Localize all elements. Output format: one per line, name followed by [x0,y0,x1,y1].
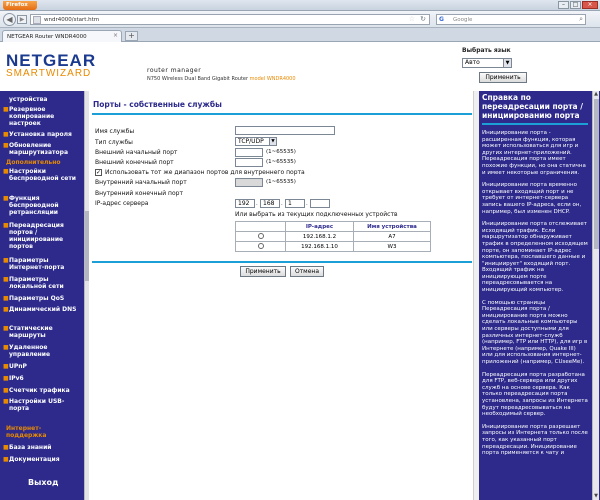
sidebar-item-label[interactable]: Настройки USB-порта [9,398,65,412]
sidebar-item-label[interactable]: устройства [9,96,48,103]
language-value[interactable]: Авто [465,59,480,66]
bullet-icon: ■ [3,456,9,463]
sidebar-item-label[interactable]: База знаний [9,444,52,451]
sidebar-item-label[interactable]: Резервное копирование настроек [9,106,55,127]
service-type-select[interactable] [235,137,277,146]
router-manager-text: router manager [147,67,202,74]
bullet-icon: ■ [3,106,9,113]
sidebar-item-label[interactable]: Параметры QoS [9,295,65,302]
page-title: Порты - собственные службы [93,100,222,109]
help-divider [482,123,588,125]
bullet-icon: ■ [3,195,9,202]
int-start-port-hint: (1~65535) [266,179,296,185]
navigation-toolbar [0,11,600,28]
sidebar-item-label[interactable]: Параметры Интернет-порта [9,257,65,271]
ext-end-port-input[interactable] [235,158,263,167]
table-header: IP-адрес [286,222,354,232]
table-cell-ip: 192.168.1.10 [286,242,354,252]
help-scroll-thumb[interactable] [594,99,599,249]
sidebar-item-label[interactable]: IPv6 [9,375,24,382]
apply-button[interactable]: Применить [240,266,286,277]
service-name-label: Имя службы [95,128,135,135]
back-arrow-icon[interactable]: ◀ [3,13,16,26]
sidebar-item-firmware[interactable] [3,142,83,156]
sidebar-item-label[interactable]: Переадресация портов / инициирование портов [9,222,64,250]
sidebar-item-lan[interactable] [3,276,83,290]
new-tab-button[interactable]: + [125,31,138,41]
bullet-icon: ■ [3,325,9,332]
server-ip-label: IP-адрес сервера [95,200,149,207]
ip-octet-3[interactable]: 1 [285,199,305,208]
device-radio[interactable] [258,233,264,239]
sidebar-item-static-routes[interactable] [3,325,83,339]
main-content [90,91,473,500]
language-label: Выбрать язык [462,47,511,54]
search-input[interactable]: Google [453,17,473,23]
bullet-icon: ■ [3,306,9,313]
table-cell-name: A7 [354,232,431,242]
browser-title-bar [0,0,600,11]
bullet-icon: ■ [3,257,9,264]
ext-start-port-label: Внешний начальный порт [95,149,178,156]
page-header [0,43,600,90]
minimize-button[interactable]: – [558,1,569,9]
device-table [235,221,431,252]
router-page [0,43,600,500]
ext-start-port-input[interactable] [235,148,263,157]
sidebar-item-port-forwarding[interactable] [3,222,83,250]
search-icon[interactable]: ⌕ [579,15,583,23]
bullet-icon: ■ [3,168,9,175]
bullet-icon: ■ [3,375,9,382]
tab-router[interactable] [2,30,122,42]
router-description: N750 Wireless Dual Band Gigabit Router [147,76,249,82]
reload-icon[interactable]: ↻ [420,15,426,23]
bottom-divider [92,261,472,263]
sidebar-item-label[interactable]: Установка пароля [9,131,72,138]
ip-separator: . [281,201,283,207]
tab-strip [0,28,600,42]
bullet-icon: ■ [3,222,9,229]
sidebar-item-ddns[interactable] [3,306,83,313]
ip-octet-1[interactable]: 192 [235,199,255,208]
bullet-icon: ■ [3,444,9,451]
scroll-up-arrow-icon[interactable]: ▲ [594,91,598,97]
sidebar-item-label[interactable]: Параметры локальной сети [9,276,64,290]
window-controls [558,1,598,9]
bullet-icon: ■ [3,295,9,302]
bullet-icon: ■ [3,131,9,138]
sidebar-item-label[interactable]: Статические маршруты [9,325,53,339]
router-subtitle [147,76,296,82]
sidebar-item-label[interactable]: Динамический DNS [9,306,77,313]
scroll-down-arrow-icon[interactable]: ▼ [594,493,598,499]
sidebar-item-label[interactable]: Документация [9,456,60,463]
ip-separator: . [306,201,308,207]
int-end-port-label: Внутренний конечный порт [95,190,183,197]
search-bar[interactable] [436,14,586,25]
bullet-icon: ■ [3,363,9,370]
sidebar-section-support: Интернет-поддержка [6,425,47,439]
sidebar-menu [0,91,84,500]
sidebar-item-wireless[interactable] [3,168,83,182]
bullet-icon: ■ [3,344,9,351]
logout-button[interactable]: Выход [28,478,59,487]
tab-label[interactable]: NETGEAR Router WNDR4000 [7,34,87,40]
close-window-button[interactable]: × [582,1,598,9]
service-name-input[interactable] [235,126,335,135]
help-paragraph: Переадресация порта разработана для FTP, веб-сервера или других служб на основе сервера. Как только переадресация порта установлена, запросы из Интернета будут переадресовываться на необходимый сервер. [482,371,588,418]
sidebar-item-repeater[interactable] [3,195,83,216]
sidebar-item-label[interactable]: Настройки беспроводной сети [9,168,77,182]
sidebar-item-traffic[interactable] [3,387,83,394]
url-text[interactable]: wndr4000/start.htm [44,17,100,23]
table-row[interactable] [236,242,431,252]
sidebar-item-devices[interactable] [3,96,83,103]
select-device-label: Или выбрать из текущих подключенных устройств [235,211,398,218]
table-header-row [236,222,431,232]
ext-end-port-label: Внешний конечный порт [95,159,174,166]
help-content [479,91,591,500]
cancel-button[interactable]: Отмена [290,266,324,277]
help-paragraph: Инициирование порта разрешает запросы из Интернета только после того, как указанный порт переадресации. Инициирование порта применяется к чату и [482,423,588,457]
ext-end-port-hint: (1~65535) [266,159,296,165]
sidebar-item-wan[interactable] [3,257,83,271]
sidebar-item-docs[interactable] [3,456,83,463]
int-start-port-input[interactable] [235,178,263,187]
sidebar-item-qos[interactable] [3,295,83,302]
sidebar-item-ipv6[interactable] [3,375,83,382]
service-type-value[interactable]: TCP/UDP [238,138,264,145]
ip-octet-2[interactable]: 168 [260,199,280,208]
router-model: model WNDR4000 [249,76,296,82]
bullet-icon: ■ [3,142,9,149]
device-radio[interactable] [258,243,264,249]
service-type-label: Тип службы [95,139,133,146]
sidebar-item-backup[interactable] [3,106,83,127]
title-divider [92,113,472,115]
chevron-down-icon[interactable]: ▼ [269,138,276,145]
maximize-button[interactable]: □ [570,1,581,9]
help-title: Справка по переадресации порта / инициированию порта [482,93,583,120]
help-paragraph: Инициирование порта временно открывает входящий порт и не требует от интернет-сервера запись вашего IP-адреса, если он, например, был изменен DHCP. [482,182,582,215]
sidebar-item-label[interactable]: Удаленное управление [9,344,51,358]
netgear-logo: NETGEAR [6,51,97,70]
ext-start-port-hint: (1~65535) [266,149,296,155]
table-header: Имя устройства [354,222,431,232]
radio-cell[interactable] [236,232,286,242]
ip-separator: . [256,201,258,207]
sidebar-item-label[interactable]: UPnP [9,363,27,370]
table-cell-ip: 192.168.1.2 [286,232,354,242]
language-select[interactable] [462,58,512,68]
sidebar-item-knowledge[interactable] [3,444,83,451]
sidebar-item-password[interactable] [3,131,83,138]
sidebar-item-remote[interactable] [3,344,83,358]
close-tab-icon[interactable]: × [112,32,118,39]
bullet-icon: ■ [3,276,9,283]
ip-octet-4[interactable] [310,199,330,208]
help-panel [479,91,600,500]
same-range-label: Использовать тот же диапазон портов для внутреннего порта [105,169,305,176]
help-paragraph: Инициирование порта - расширенная функция, которая может использоваться для игр и других интернет-приложений. Переадресация порта имеет похожие функции, но она статична и имеет некоторые ограничения. [482,130,586,176]
radio-cell[interactable] [236,242,286,252]
bookmark-star-icon[interactable]: ☆ [408,15,415,23]
bullet-icon: ■ [3,398,9,405]
sidebar-item-usb[interactable] [3,398,83,412]
sidebar-item-upnp[interactable] [3,363,83,370]
apply-language-button[interactable]: Применить [479,72,527,83]
firefox-menu-button[interactable]: Firefox [3,1,37,10]
sidebar-section-advanced: Дополнительно [6,159,61,166]
bullet-icon: ■ [3,387,9,394]
help-paragraph: С помощью страницы Переадресация порта / инициирование порта можно сделать локальные компьютеры или серверы доступными для различных интернет-служб (например, FTP или HTTP), для игр в Интернете (например, Quake III) или для использования интернет-приложений (например, CUseeMe). [482,299,588,365]
sidebar-scroll-thumb[interactable] [85,211,89,281]
sidebar-item-label[interactable]: Обновление маршрутизатора [9,142,68,156]
chevron-down-icon[interactable]: ▼ [503,59,511,67]
sidebar-item-label[interactable]: Функция беспроводной ретрансляции [9,195,59,216]
sidebar-scrollbar[interactable] [84,91,89,500]
same-range-checkbox[interactable]: ✓ [96,169,102,176]
forward-arrow-icon[interactable]: ▶ [17,15,27,24]
google-icon[interactable]: G [439,16,444,23]
help-paragraph: Инициирование порта отслеживает исходящий трафик. Если маршрутизатор обнаруживает трафик в определенном исходящем порте, он запоминает IP-адрес компьютера, пославшего данные и "инициирует" входящий порт. Входящий трафик на инициирующем порте переадресовывается на инициирующий компьютер. [482,221,588,294]
int-start-port-label: Внутренний начальный порт [95,179,187,186]
table-cell-name: W3 [354,242,431,252]
address-bar[interactable] [30,14,430,25]
help-scrollbar[interactable] [592,91,599,500]
smartwizard-logo: SMARTWIZARD [6,68,92,79]
table-row[interactable] [236,232,431,242]
table-header [236,222,286,232]
sidebar-item-label[interactable]: Счетчик трафика [9,387,70,394]
site-identity-icon[interactable] [33,16,41,24]
